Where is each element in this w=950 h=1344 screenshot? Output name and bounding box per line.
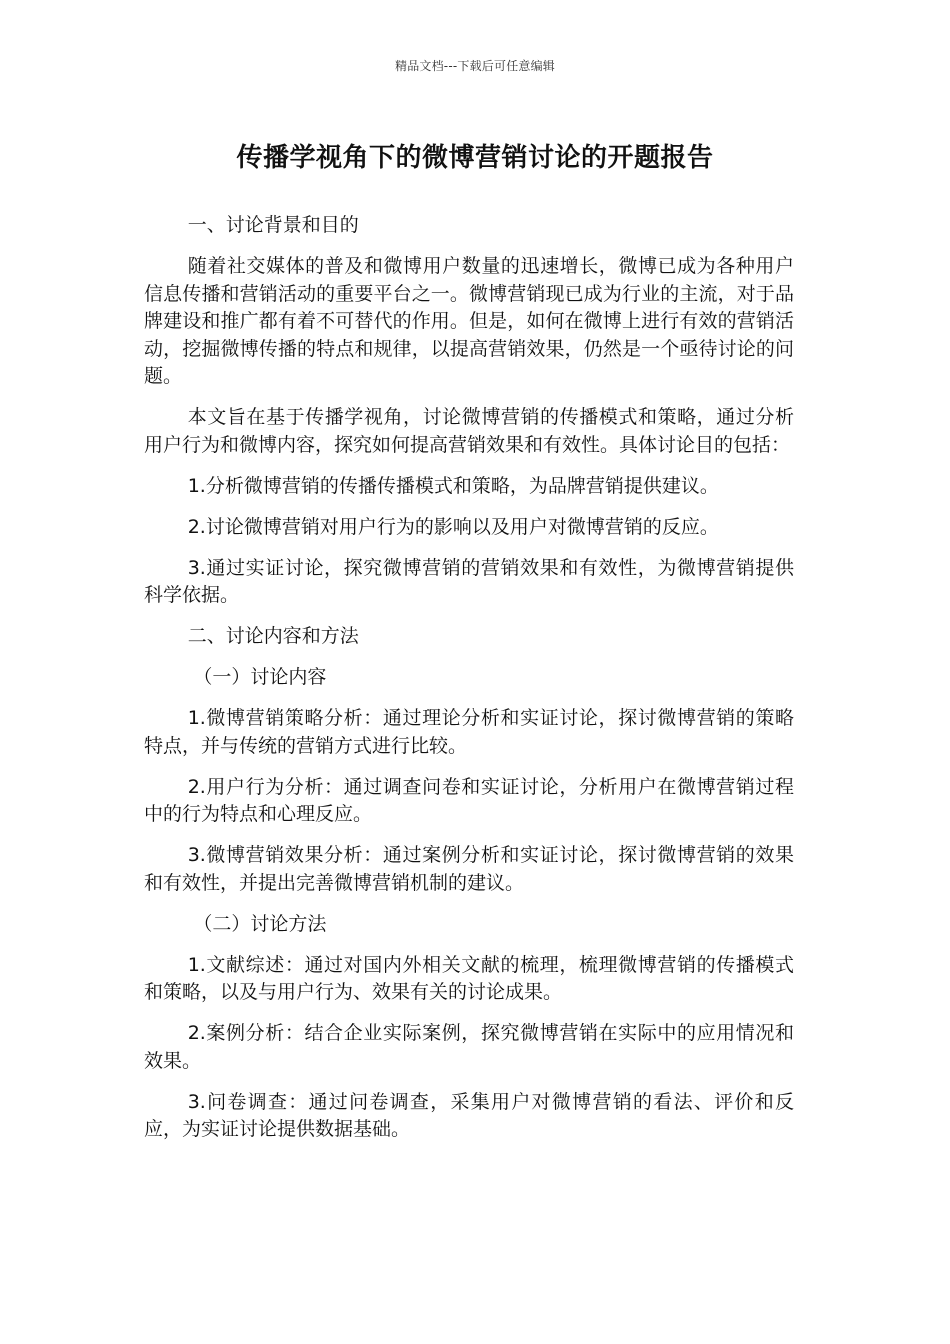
section-heading-background: 一、讨论背景和目的 (187, 214, 359, 236)
method-item-3: 3.问卷调查：通过问卷调查，采集用户对微博营销的看法、评价和反应，为实证讨论提供数据基础。 (144, 1090, 794, 1140)
paragraph-background: 随着社交媒体的普及和微博用户数量的迅速增长，微博已成为各种用户信息传播和营销活动的重要平台之一。微博营销现已成为行业的主流，对于品牌建设和推广都有着不可替代的作用。但是，如何在微博上进行有效的营销活动，挖掘微博传播的特点和规律，以提高营销效果，仍然是一个亟待讨论的问题。 (144, 255, 794, 387)
header-note: 精品文档---下载后可任意编辑 (395, 59, 555, 73)
paragraph-purpose-intro: 本文旨在基于传播学视角，讨论微博营销的传播模式和策略，通过分析用户行为和微博内容，探究如何提高营销效果和有效性。具体讨论目的包括： (144, 406, 794, 456)
purpose-item-2: 2.讨论微博营销对用户行为的影响以及用户对微博营销的反应。 (187, 515, 719, 538)
subheading-methods: （二）讨论方法 (193, 912, 327, 935)
subheading-content: （一）讨论内容 (193, 666, 327, 688)
content-item-3: 3.微博营销效果分析：通过案例分析和实证讨论，探讨微博营销的效果和有效性，并提出完善微博营销机制的建议。 (144, 844, 794, 894)
purpose-item-1: 1.分析微博营销的传播传播模式和策略，为品牌营销提供建议。 (187, 474, 719, 497)
method-item-1: 1.文献综述：通过对国内外相关文献的梳理，梳理微博营销的传播模式和策略，以及与用户行为、效果有关的讨论成果。 (144, 953, 794, 1003)
method-item-2: 2.案例分析：结合企业实际案例，探究微博营销在实际中的应用情况和效果。 (144, 1022, 794, 1072)
content-item-2: 2.用户行为分析：通过调查问卷和实证讨论，分析用户在微博营销过程中的行为特点和心理反应。 (144, 775, 794, 825)
purpose-item-3: 3.通过实证讨论，探究微博营销的营销效果和有效性，为微博营销提供科学依据。 (144, 556, 794, 606)
document-title: 传播学视角下的微博营销讨论的开题报告 (236, 143, 714, 173)
section-heading-content-methods: 二、讨论内容和方法 (187, 625, 359, 647)
document-body (144, 212, 794, 1157)
content-item-1: 1.微博营销策略分析：通过理论分析和实证讨论，探讨微博营销的策略特点，并与传统的营销方式进行比较。 (144, 707, 794, 757)
